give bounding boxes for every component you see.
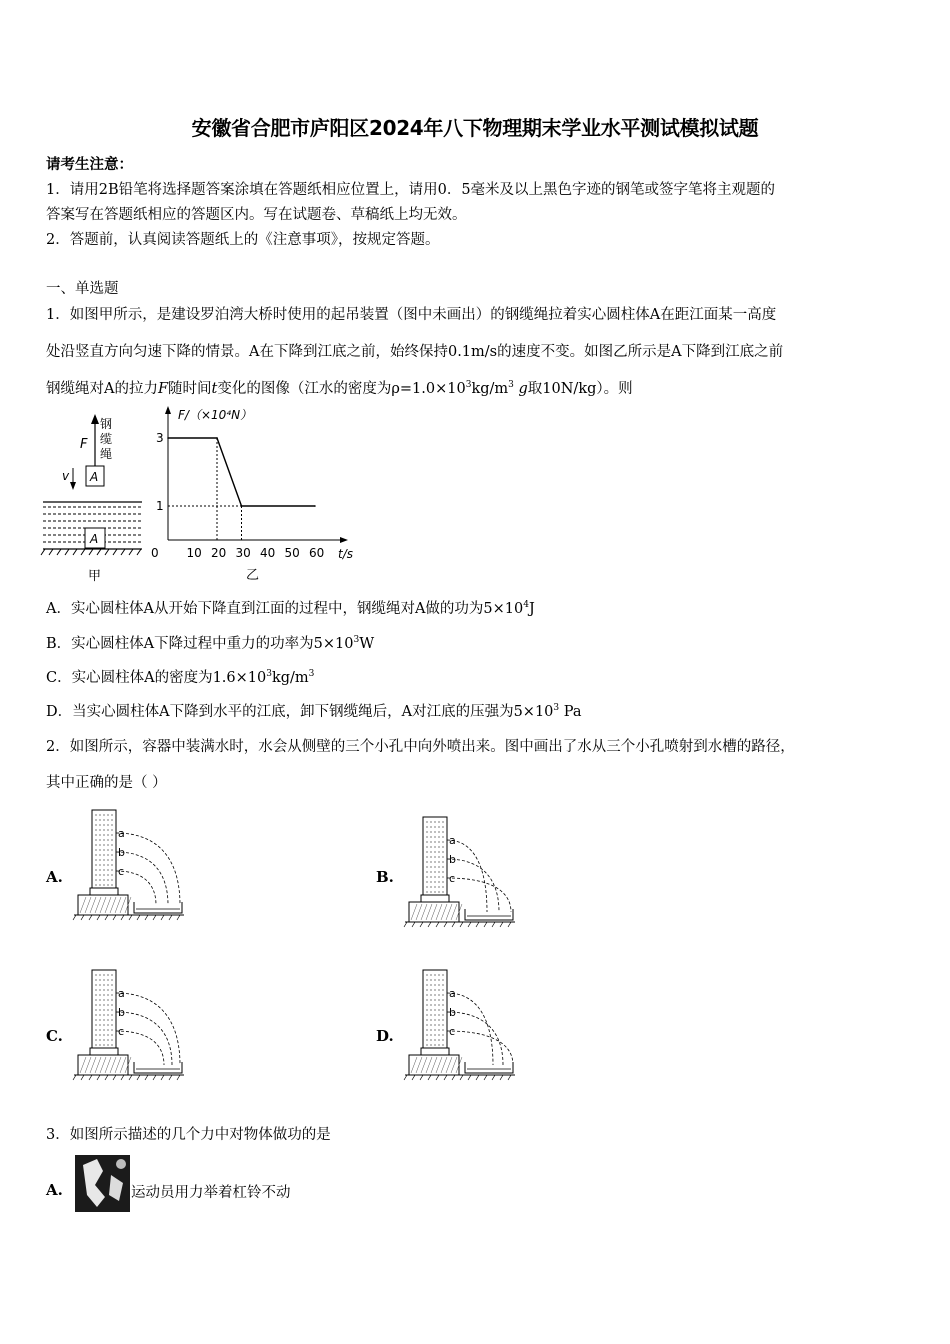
container-foot (421, 1048, 449, 1055)
label-rope-2: 缆 (100, 432, 113, 446)
hole-label-c: c (118, 1025, 125, 1038)
water-trough (465, 1062, 513, 1073)
x-tick-label: 30 (235, 546, 251, 560)
water-container (92, 970, 116, 1048)
container-foot (421, 895, 449, 902)
hole-label-b: b (118, 846, 125, 859)
label-F: F (80, 437, 88, 452)
x-axis-label: t/s (338, 547, 353, 561)
x-tick-label: 60 (309, 546, 325, 560)
notice-line-1a: 1．请用2B铅笔将选择题答案涂填在答题纸相应位置上，请用0．5毫米及以上黑色字迹的钢笔或签字笔将主观题的 (46, 182, 776, 198)
hole-label-a: a (118, 987, 125, 1000)
q1-chart (150, 403, 365, 583)
ground-hatch (404, 1075, 511, 1080)
container-foot (90, 888, 118, 895)
ground-hatch (73, 915, 180, 920)
water-container (92, 810, 116, 888)
water-jet-a (116, 993, 180, 1065)
notice-line-1b: 答案写在答题纸相应的答题区内。写在试题卷、草稿纸上均无效。 (46, 207, 467, 223)
q2-option-D-label[interactable]: D. (376, 1027, 394, 1045)
q1-line-3: 钢缆绳对A的拉力F随时间t变化的图像（江水的密度为$\rho=1.0\times 10^3kg/m^3$ g取10N/kg）。则 (46, 380, 633, 397)
q3-line-1: 3．如图所示描述的几个力中对物体做功的是 (46, 1127, 331, 1143)
label-A: A (90, 470, 99, 484)
q3-option-A-label[interactable]: A. (46, 1181, 63, 1199)
notice-line-2: 2．答题前，认真阅读答题纸上的《注意事项》，按规定答题。 (46, 232, 440, 248)
q2-line-1: 2．如图所示，容器中装满水时，水会从侧壁的三个小孔中向外喷出来。图中画出了水从三个小孔喷射到水槽的路径， (46, 739, 795, 755)
q2-figure-A[interactable] (72, 805, 187, 925)
q2-option-A-label[interactable]: A. (46, 868, 63, 886)
data-point (216, 437, 218, 439)
hole-label-a: a (449, 834, 456, 847)
x-tick-label: 40 (260, 546, 276, 560)
hole-label-b: b (449, 853, 456, 866)
ground-hatch (404, 922, 511, 927)
page-title: 安徽省合肥市庐阳区2024年八下物理期末学业水平测试模拟试题 (191, 116, 759, 140)
hole-label-c: c (449, 1025, 456, 1038)
q1-line-2: 处沿竖直方向匀速下降的情景。A在下降到江底之前，始终保持0.1m/s的速度不变。如图乙所示是A下降到江底之前 (46, 344, 784, 360)
water-container (423, 970, 447, 1048)
data-point (167, 437, 169, 439)
data-point (241, 505, 243, 507)
notice-heading: 请考生注意： (46, 156, 133, 173)
q2-option-B-label[interactable]: B. (376, 868, 394, 886)
force-series-line (168, 438, 315, 506)
water-trough (134, 1062, 182, 1073)
hole-label-b: b (118, 1006, 125, 1019)
q2-figure-B[interactable] (403, 812, 523, 932)
ground-hatch (73, 1075, 180, 1080)
water-trough (465, 909, 513, 920)
hole-label-a: a (449, 987, 456, 1000)
data-point (314, 505, 316, 507)
water-container (423, 817, 447, 895)
x-tick-label: 10 (186, 546, 202, 560)
y-tick-label: 3 (156, 431, 164, 445)
water-jet-a (116, 833, 180, 905)
x-tick-label: 20 (211, 546, 227, 560)
water-trough (134, 902, 182, 913)
q1-option-B[interactable]: B．实心圆柱体A下降过程中重力的功率为$5\times 10^3W$ (46, 635, 375, 652)
q2-option-C-label[interactable]: C. (46, 1027, 63, 1045)
q1-figure-left (40, 410, 150, 585)
container-foot (90, 1048, 118, 1055)
label-rope-3: 绳 (100, 447, 113, 461)
q3-option-A-text[interactable]: 运动员用力举着杠铃不动 (131, 1185, 291, 1201)
label-A-bottom: A (90, 532, 99, 546)
hole-label-c: c (118, 865, 125, 878)
x-axis-arrow (340, 537, 348, 543)
fig-left-caption: 甲 (88, 569, 102, 584)
q2-figure-D[interactable] (403, 965, 523, 1085)
hole-label-c: c (449, 872, 456, 885)
label-rope-1: 钢 (100, 417, 113, 431)
y-tick-label: 1 (156, 499, 164, 513)
weightlifter-photo[interactable] (75, 1155, 130, 1212)
hole-label-a: a (118, 827, 125, 840)
chart-caption: 乙 (246, 568, 260, 583)
x-tick-label: 50 (284, 546, 300, 560)
label-v: v (62, 469, 70, 483)
q1-option-A[interactable]: A．实心圆柱体A从开始下降直到江面的过程中，钢缆绳对A做的功为$5\times 10^4J$ (46, 600, 535, 617)
hole-label-b: b (449, 1006, 456, 1019)
q2-line-2: 其中正确的是（ ） (46, 775, 167, 791)
x-tick-label: 0 (151, 546, 159, 560)
y-axis-arrow (165, 406, 171, 414)
section-heading: 一、单选题 (46, 281, 119, 297)
y-axis-label: F/（×10⁴N） (178, 408, 253, 422)
q1-option-C[interactable]: C．实心圆柱体A的密度为$1.6\times 10^3kg/m^3$ (46, 669, 315, 686)
q2-figure-C[interactable] (72, 965, 187, 1085)
q1-line-1: 1．如图甲所示，是建设罗泊湾大桥时使用的起吊装置（图中未画出）的钢缆绳拉着实心圆柱体A在距江面某一高度 (46, 307, 777, 323)
q1-option-D[interactable]: D．当实心圆柱体A下降到水平的江底，卸下钢缆绳后，A对江底的压强为$5\times 10^3$ Pa (46, 703, 582, 720)
